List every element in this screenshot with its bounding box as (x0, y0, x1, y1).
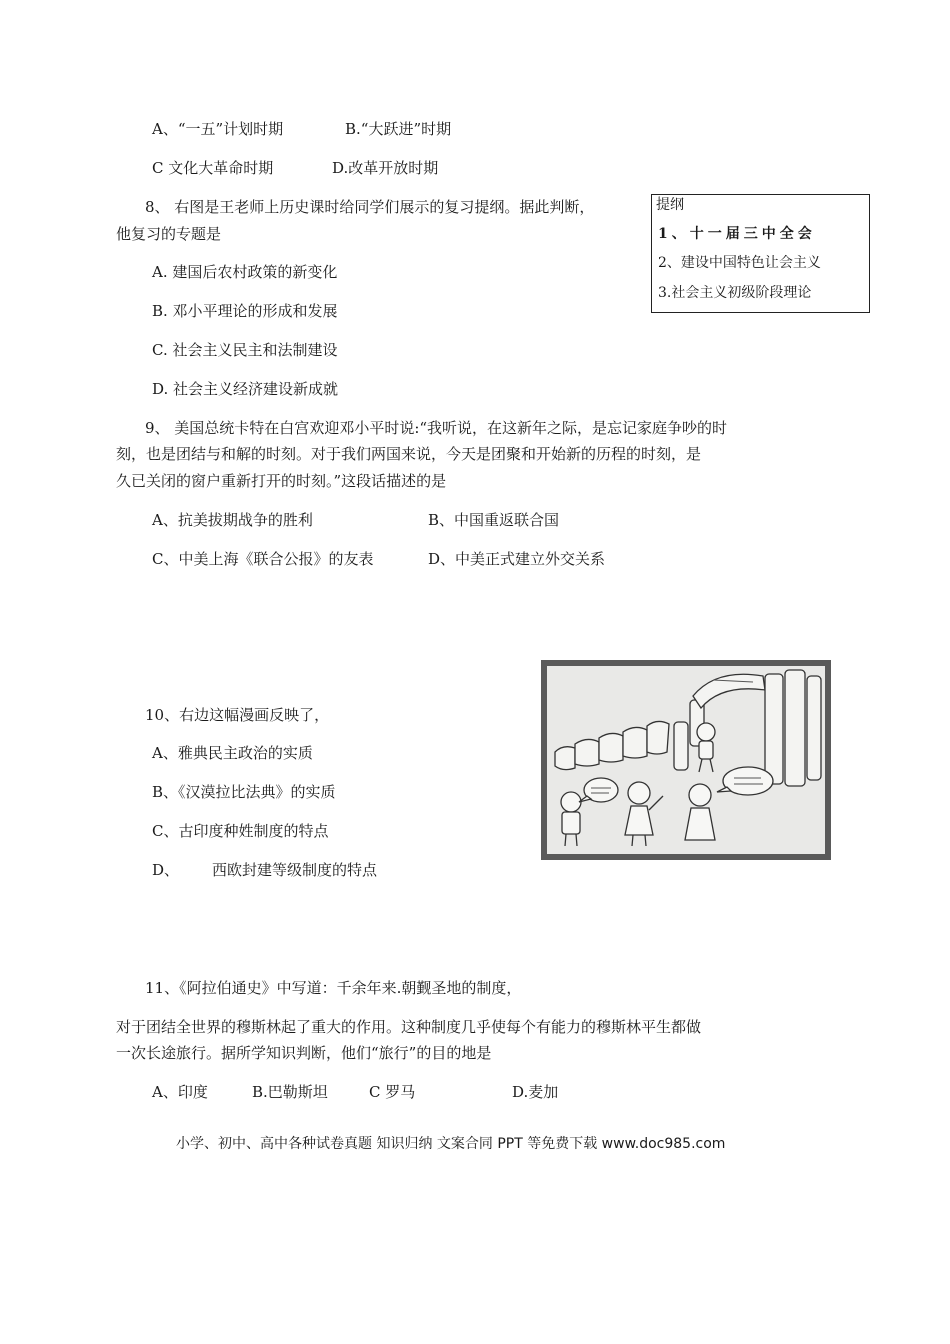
q10-option-d-text: 西欧封建等级制度的特点 (212, 861, 378, 879)
q9-option-b: B、中国重返联合国 (428, 511, 560, 529)
q11-stem-line3: 一次长途旅行。据所学知识判断，他们“旅行”的目的地是 (116, 1044, 492, 1062)
q9-option-a: A、抗美拔期战争的胜利 (152, 511, 313, 529)
outline-title: 提纲 (656, 197, 684, 213)
q9-stem-line3: 久已关闭的窗户重新打开的时刻。”这段话描述的是 (116, 472, 447, 490)
q11-option-b: B.巴勒斯坦 (252, 1083, 328, 1101)
q10-stem: 10、右边这幅漫画反映了， (145, 706, 330, 724)
q8-stem-line1: 8、 右图是王老师上历史课时给同学们展示的复习提纲。据此判断， (145, 198, 595, 216)
q9-stem-line2: 刻，也是团结与和解的时刻。对于我们两国来说，今天是团聚和开始新的历程的时刻，是 (116, 445, 702, 463)
outline-item-1: 1、十一届三中全会 (658, 226, 816, 242)
q7-option-b: B.“大跃进”时期 (345, 120, 452, 138)
outline-item-2: 2、建设中国特色让会主义 (658, 255, 821, 271)
q10-option-d-label: D、 (152, 861, 180, 879)
cartoon-illustration (541, 660, 831, 860)
q11-stem-line2: 对于团结全世界的穆斯林起了重大的作用。这种制度几乎使每个有能力的穆斯林平生都做 (116, 1018, 702, 1036)
q7-option-c: C 文化大革命时期 (152, 159, 274, 177)
q9-option-d: D、中美正式建立外交关系 (428, 550, 606, 568)
q8-option-c: C. 社会主义民主和法制建设 (152, 341, 338, 359)
q8-option-d: D. 社会主义经济建设新成就 (152, 380, 339, 398)
outline-item-3: 3.社会主义初级阶段理论 (658, 285, 812, 301)
q10-option-c: C、古印度种姓制度的特点 (152, 822, 329, 840)
q11-option-a: A、印度 (152, 1083, 208, 1101)
q11-option-d: D.麦加 (512, 1083, 559, 1101)
q9-stem-line1: 9、 美国总统卡特在白宫欢迎邓小平时说:“我听说，在这新年之际，是忘记家庭争吵的时 (145, 419, 728, 437)
q11-stem-line1: 11、《阿拉伯通史》中写道：千余年来.朝觐圣地的制度， (145, 979, 522, 997)
q10-option-b: B、《汉漠拉比法典》的实质 (152, 783, 336, 801)
q8-stem-line2: 他复习的专题是 (116, 225, 222, 243)
q8-option-b: B. 邓小平理论的形成和发展 (152, 302, 338, 320)
q11-option-c: C 罗马 (369, 1083, 416, 1101)
q10-option-a: A、雅典民主政治的实质 (152, 744, 313, 762)
q8-option-a: A. 建国后农村政策的新变化 (152, 263, 338, 281)
q7-option-a: A、“一五”计划时期 (152, 120, 284, 138)
page-footer: 小学、初中、高中各种试卷真题 知识归纳 文案合同 PPT 等免费下载 www.doc985.com (176, 1136, 726, 1152)
review-outline-box (651, 194, 870, 313)
q9-option-c: C、中美上海《联合公报》的友表 (152, 550, 374, 568)
q7-option-d: D.改革开放时期 (332, 159, 439, 177)
